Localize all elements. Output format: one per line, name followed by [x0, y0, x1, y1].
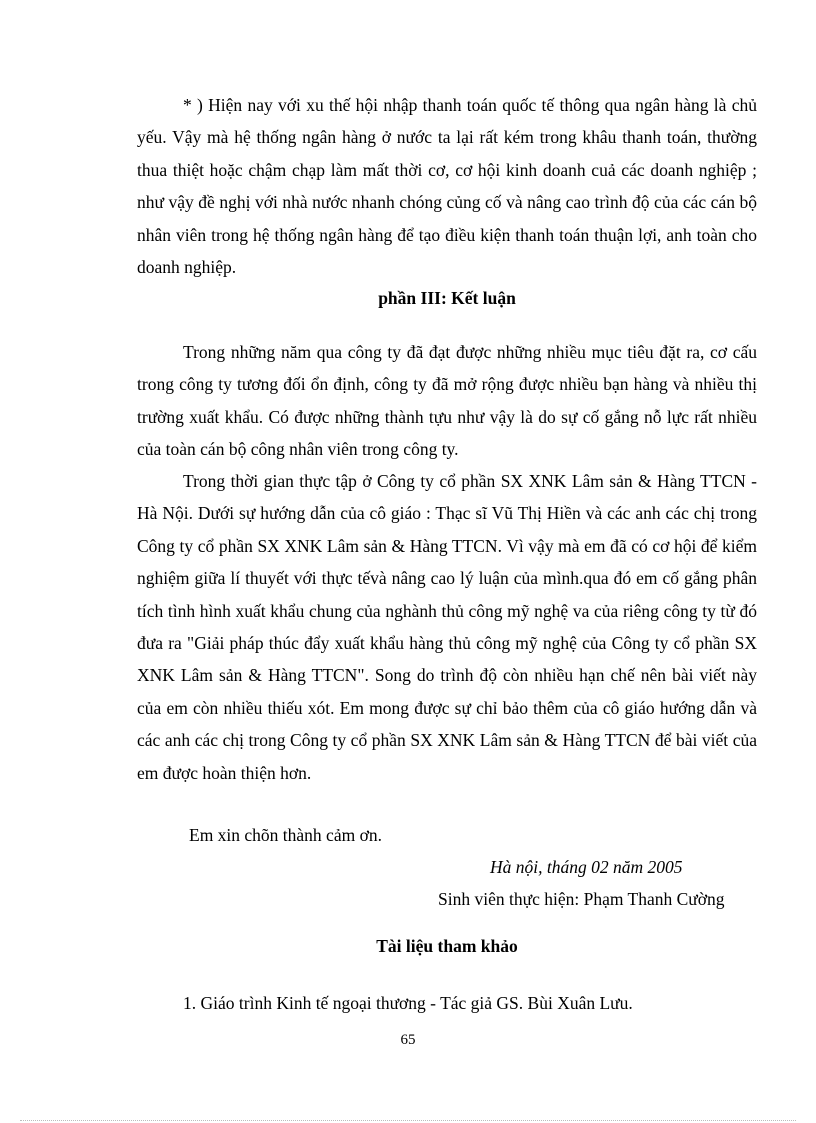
paragraph-banking: * ) Hiện nay với xu thế hội nhập thanh toán quốc tế thông qua ngân hàng là chủ yếu. Vậy mà hệ thống ngân hàng ở nước ta lại rất kém trong khâu thanh toán, thường thua thiệt hoặc chậm chạp làm mất thời cơ, cơ hội kinh doanh cuả các doanh nghiệp ; như vậy đề nghị với nhà nước nhanh chóng củng cố và nâng cao trình độ của các cán bộ nhân viên trong hệ thống ngân hàng để tạo điều kiện thanh toán thuận lợi, anh toàn cho doanh nghiệp.: [137, 95, 757, 278]
place-date: Hà nội, tháng 02 năm 2005: [490, 857, 683, 877]
signature-line: Sinh viên thực hiện: Phạm Thanh Cường: [438, 889, 725, 909]
paragraph-internship: Trong thời gian thực tập ở Công ty cổ phần SX XNK Lâm sản & Hàng TTCN - Hà Nội. Dưới sự hướng dẫn của cô giáo : Thạc sĩ Vũ Thị Hiền và các anh các chị trong Công ty cổ phần SX XNK Lâm sản & Hàng TTCN. Vì vậy mà em đã có cơ hội để kiểm nghiệm giữa lí thuyết với thực tếvà nâng cao lý luận của mình.qua đó em cố gắng phân tích tình hình xuất khẩu chung của nghành thủ công mỹ nghệ va của riêng công ty từ đó đưa ra "Giải pháp thúc đẩy xuất khẩu hàng thủ công mỹ nghệ của Công ty cổ phần SX XNK Lâm sản & Hàng TTCN". Song do trình độ còn nhiều hạn chế nên bài viết này của em còn nhiều thiếu xót. Em mong được sự chỉ bảo thêm của cô giáo hướng dẫn và các anh các chị trong Công ty cổ phần SX XNK Lâm sản & Hàng TTCN để bài viết của em được hoàn thiện hơn.: [137, 471, 757, 783]
references-heading: Tài liệu tham khảo: [376, 936, 518, 956]
thanks-line: Em xin chõn thành cảm ơn.: [189, 825, 382, 845]
section-heading: phần III: Kết luận: [378, 288, 516, 308]
reference-item: 1. Giáo trình Kinh tế ngoại thương - Tác giả GS. Bùi Xuân Lưu.: [183, 993, 633, 1013]
page-number: 65: [400, 1032, 416, 1048]
paragraph-achievements: Trong những năm qua công ty đã đạt được những nhiều mục tiêu đặt ra, cơ cấu trong công ty tương đối ổn định, công ty đã mở rộng được nhiều bạn hàng và nhiều thị trường xuất khẩu. Có được những thành tựu như vậy là do sự cố gắng nỗ lực rất nhiều của toàn cán bộ công nhân viên trong công ty.: [137, 342, 757, 460]
page-bottom-divider: [20, 1120, 796, 1121]
